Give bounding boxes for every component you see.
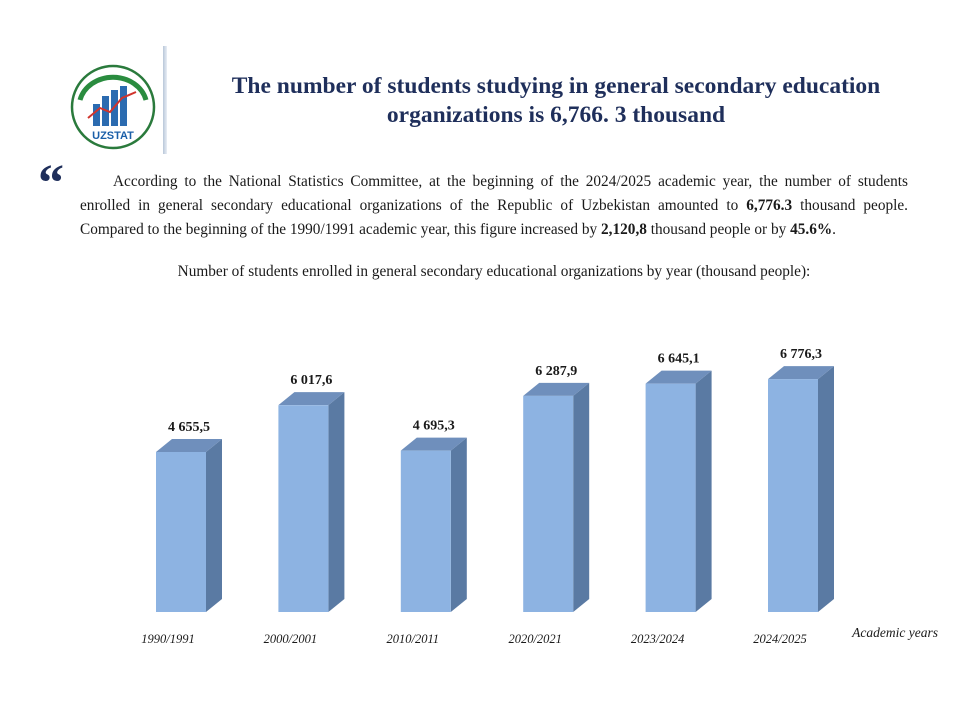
bar-front (646, 384, 696, 612)
x-axis-label: Academic years (852, 625, 938, 640)
bar-front (768, 379, 818, 612)
total-value: 6,776.3 (746, 197, 793, 214)
bar-front (156, 452, 206, 612)
bar-side (206, 439, 222, 612)
bar-front (523, 396, 573, 612)
bar-front (401, 451, 451, 612)
logo-text: UZSTAT (92, 130, 134, 142)
chart-subtitle: Number of students enrolled in general secondary educational organizations by year (thousand people): (177, 263, 811, 280)
bar-side (451, 438, 467, 612)
bar-value-label: 6 776,3 (780, 347, 822, 363)
bar-value-label: 6 017,6 (290, 373, 333, 389)
bar-side (573, 383, 589, 612)
category-label: 2023/2024 (630, 632, 685, 646)
category-label: 2000/2001 (263, 632, 318, 646)
category-label: 2024/2025 (753, 632, 807, 646)
bar-2000-2001 (278, 392, 344, 612)
bar-front (278, 405, 328, 612)
category-label: 2010/2011 (386, 632, 440, 646)
bar-value-label: 6 645,1 (657, 351, 700, 367)
increase-percent: 45.6% (790, 221, 833, 238)
bar-2010-2011 (401, 438, 467, 612)
bar-2020-2021 (523, 383, 589, 612)
bar-value-label: 6 287,9 (535, 363, 578, 379)
category-label: 2020/2021 (508, 632, 562, 646)
increase-value: 2,120,8 (601, 221, 647, 238)
bar-1990-1991 (156, 439, 222, 612)
page-title: The number of students studying in general secondary education organizations is 6,766. 3 thousand (231, 73, 881, 128)
bar-value-label: 4 655,5 (168, 420, 210, 435)
bar-value-label: 4 695,3 (412, 418, 455, 434)
bar-2024-2025 (768, 366, 834, 612)
bar-2023-2024 (646, 371, 712, 612)
quote-icon: “ (38, 155, 64, 212)
bar-side (818, 366, 834, 612)
bar-side (696, 371, 712, 612)
bar-side (328, 392, 344, 612)
category-label: 1990/1991 (141, 632, 195, 646)
summary-paragraph: According to the National Statistics Committee, at the beginning of the 2024/2025 academic year, the number of students enrolled in general secondary educational organizations of the Republic of Uzbekistan amounted to 6,776.3 thousand people. Compared to the beginning of the 1990/1991 academic year, this figure increased by 2,120,8 thousand people or by 45.6%. (80, 173, 908, 238)
